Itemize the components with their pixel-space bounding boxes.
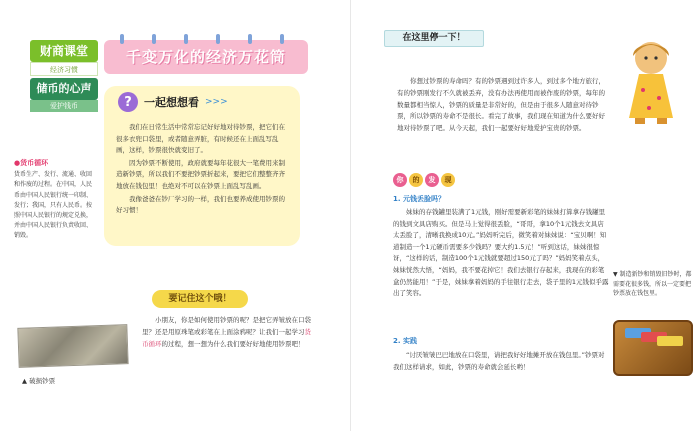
wallet-note: ▼ 制造新钞和销毁旧钞时，都需要花很多钱，所以一定要把钞票放在钱包里。 xyxy=(613,271,692,298)
side-note-heading: ●货币循环 xyxy=(14,159,49,167)
topic-badge: 储币的心声 xyxy=(30,78,98,100)
binder-clip-icon xyxy=(184,34,188,44)
binder-clip-icon xyxy=(120,34,124,44)
topic-sub-badge: 爱护钱币 xyxy=(30,100,98,112)
story-chip: 现 xyxy=(441,173,455,187)
remember-highlight: 货币循环 xyxy=(142,328,311,348)
section-2-paragraph: “讨厌皱皱巴巴地放在口袋里，请把我好好地摊开放在钱包里。”钞票对我们这样请求，如此，钞票的寿命就会延长哟！ xyxy=(393,351,605,371)
think-header xyxy=(118,92,228,112)
remember-body xyxy=(142,314,316,350)
card-icon xyxy=(657,336,683,346)
side-note-text: 货币生产、发行、流通、收回和作废的过程。在中国，人民币由中国人民银行统一印制、发行；我国，只有人民币。按照中国人民银行的规定兑换，并由中国人民银行负责收回、销毁。 xyxy=(14,171,93,240)
category-sub-badge: 经济习惯 xyxy=(30,62,98,76)
remember-paragraph xyxy=(142,314,316,350)
binder-clip-icon xyxy=(248,34,252,44)
right-page xyxy=(350,0,700,431)
section-2-title: 2. 实践 xyxy=(393,337,417,345)
category-badge: 财商课堂 xyxy=(30,40,98,62)
stop-heading: 在这里停一下！ xyxy=(384,30,484,47)
think-paragraph: 我们在日常生活中常常忘记好好地对待钞票，把它们在很多衣兜口袋里，或者随意弄脏，有时候还在上面乱写乱画，这样，钞票很快就变旧了。 xyxy=(116,123,285,155)
story-chip: 的 xyxy=(409,173,423,187)
think-body xyxy=(116,122,288,218)
girl-illustration xyxy=(613,38,687,126)
intro-paragraph: 你想过钞票的寿命吗？有的钞票遇到过许多人，到过多个地方旅行，有的钞票刚发行不久就被丢弃，没有办法再使用而被作废的钞票，每年的数量都相当惊人，钞票的质量是非常好的，但是由于很多人随意对待钞票，所以钞票的寿命不是很长。看完了故事，我们现在知道为什么要好好地对待钞票了吧。从今天起，我们一起要好好地爱护宝贵的钞票。 xyxy=(397,77,605,133)
think-paragraph: 因为钞票不断使用，政府就要每年花很大一笔费用来制造新钞票，所以我们不要把钞票折起来，要把它们整整齐齐地放在钱包里！也绝对不可以在钞票上面乱写乱画。 xyxy=(116,158,285,190)
story-chip: 发 xyxy=(425,173,439,187)
page-title: 千变万化的经济万花筒 xyxy=(104,40,308,74)
think-section xyxy=(104,86,300,246)
story-chip: 你 xyxy=(393,173,407,187)
section-2-body xyxy=(393,350,609,373)
section-1-title: 1. 元钱丢脸吗？ xyxy=(393,195,445,203)
section-1-paragraph: 妹妹的存钱罐里装满了1元钱，刚好需要新彩笔的妹妹打算拿存钱罐里的钱到文具店购买。但是马上觉得很丢脸，“哥哥，拿10个1元钱去文具店太丢脸了，清晰我换成10元。”妈妈听完后，微笑着对妹妹说：“宝贝啊！知道制造一个1元硬币需要多少钱吗？要大约1.5元！”听到这话，妹妹很惊讶，“这样的话，制造100个1元钱就要超过150元了吗？”妈妈笑着点头，妹妹恍然大悟，“妈妈，我不要花掉它！我们去银行存起来，我现在的彩笔盒仍然能用！”于是，妹妹拿着妈妈的手往银行走去，袋子里的1元钱似乎露出了笑容。 xyxy=(393,208,609,298)
damaged-banknote-image xyxy=(17,324,128,368)
remember-text-b: 的过程，想一想为什么我们要好好地使用钞票吧！ xyxy=(161,340,305,348)
side-note xyxy=(14,158,94,242)
story-heading xyxy=(393,173,455,187)
binder-clip-icon xyxy=(280,34,284,44)
wallet-image xyxy=(613,320,693,376)
section-1-body xyxy=(393,207,609,300)
think-paragraph: 我像爸爸在钞厂学习的一样，我们也要养成使用钞票的好习惯！ xyxy=(116,194,285,215)
binder-clip-icon xyxy=(216,34,220,44)
remember-heading: 要记住这个哦！ xyxy=(152,290,248,308)
intro-body xyxy=(397,76,607,135)
binder-clip-icon xyxy=(152,34,156,44)
question-icon: ? xyxy=(118,92,138,112)
money-caption: ▲ 破损钞票 xyxy=(22,377,56,385)
think-title: 一起想想看 xyxy=(144,96,199,109)
arrows-icon: >>> xyxy=(205,97,228,107)
remember-text-a: 小朋友，你是如何使用钞票的呢？是把它弄皱放在口袋里？还是用原珠笔或彩笔在上面涂鸦呢？让我们一起学习 xyxy=(142,316,311,336)
